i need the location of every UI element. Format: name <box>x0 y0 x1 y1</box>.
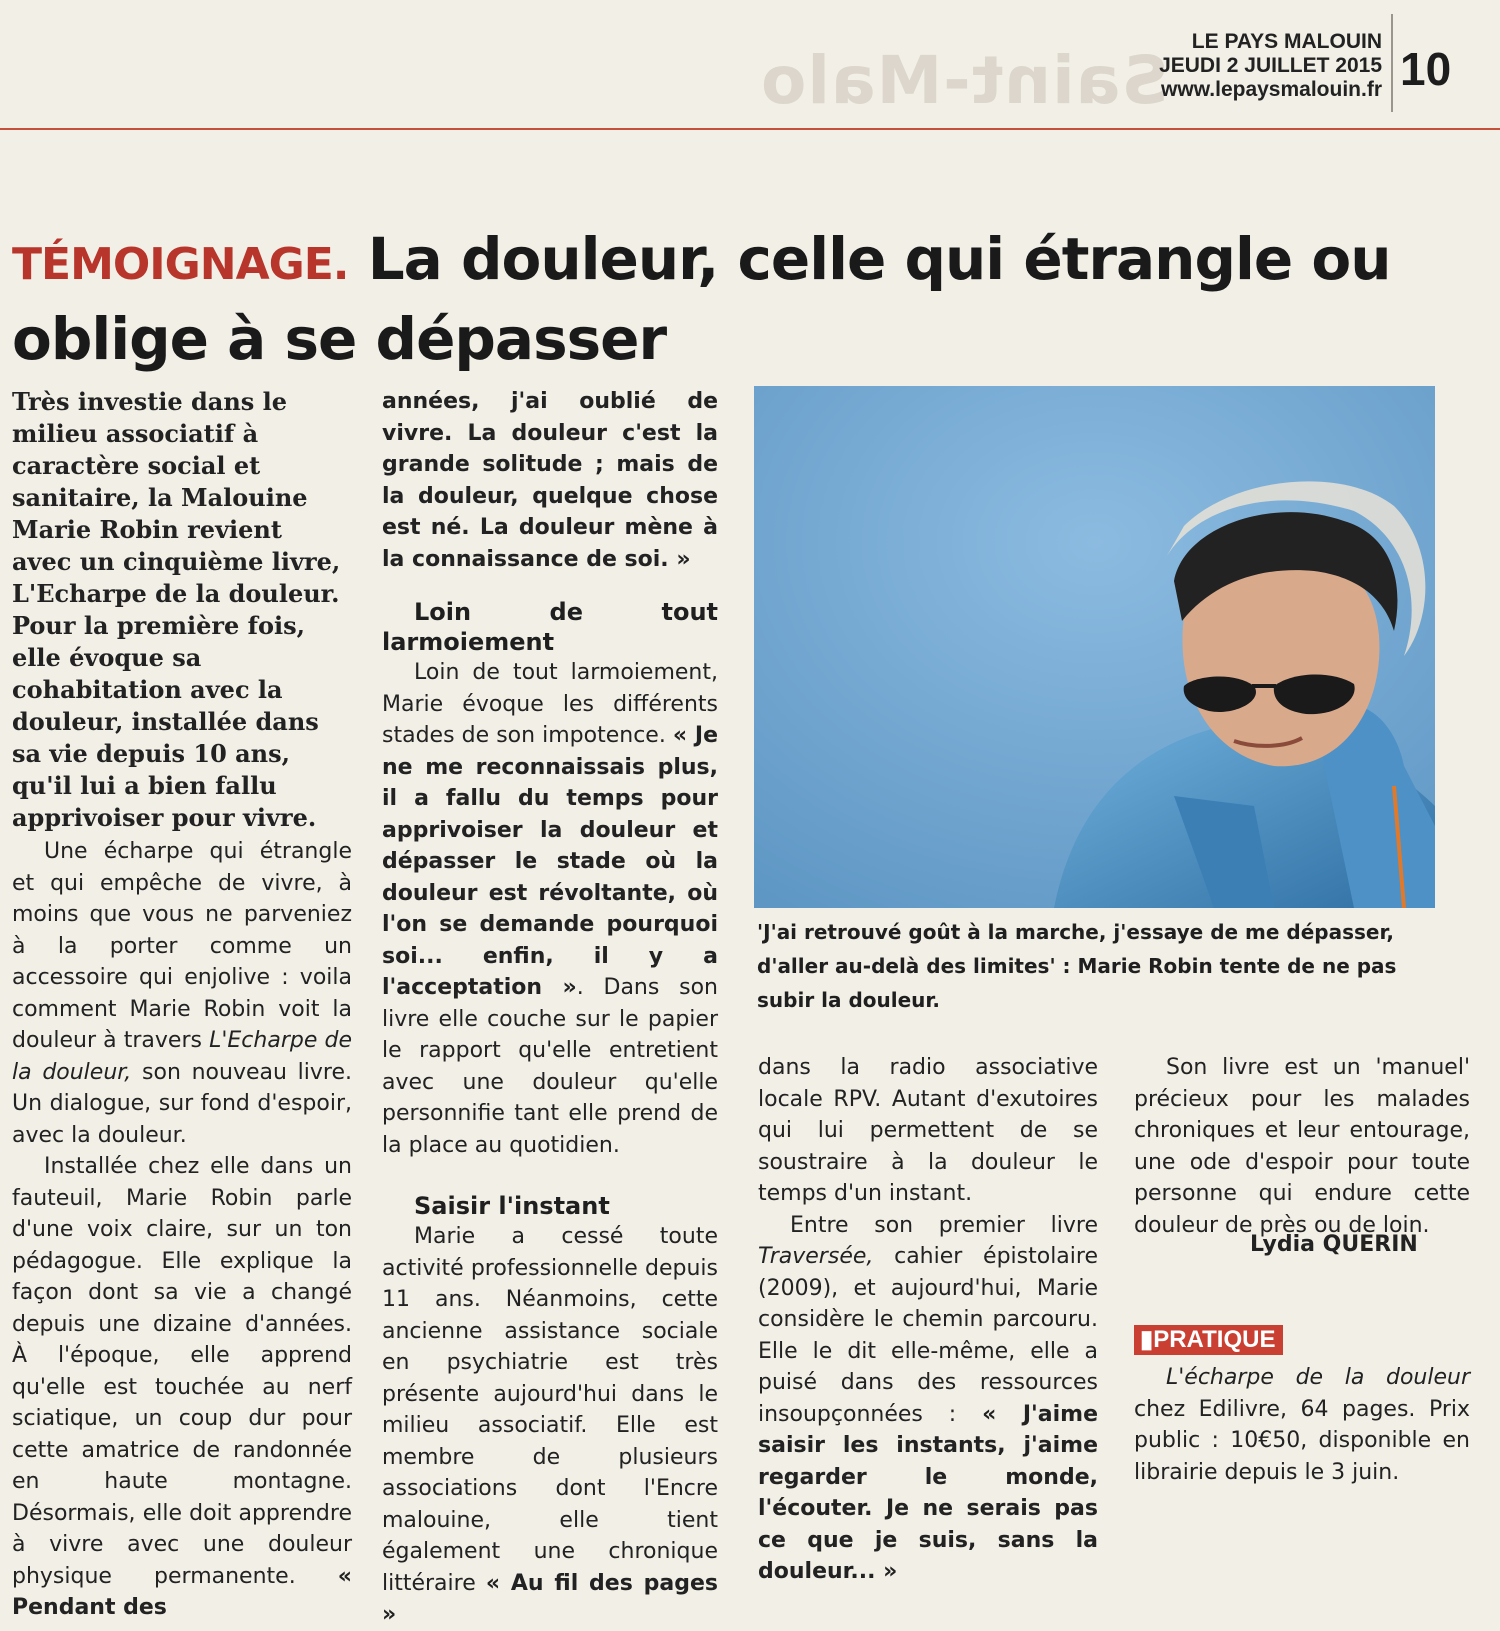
article-column-4 <box>1134 1052 1470 1241</box>
pratique-label <box>1134 1325 1283 1355</box>
header-divider <box>1391 14 1393 112</box>
paragraph <box>382 1221 718 1631</box>
text-run: son nouveau livre. Un dialogue, sur fond d'espoir, avec la douleur. <box>12 1059 352 1148</box>
paragraph <box>382 657 718 1161</box>
book-title: L'écharpe de la douleur <box>1166 1365 1470 1390</box>
article-headline <box>12 222 1472 377</box>
page-header <box>0 0 1500 130</box>
square-bullet-icon: ▮ <box>1140 1326 1154 1353</box>
paragraph <box>12 836 352 1151</box>
article-column-1 <box>12 836 352 1624</box>
paragraph: dans la radio associative locale RPV. Autant d'exutoires qui lui permettent de se soustraire à la douleur le temps d'un instant. <box>758 1055 1098 1206</box>
header-rule <box>0 128 1500 130</box>
headline-kicker: TÉMOIGNAGE. <box>12 239 349 290</box>
quote: années, j'ai oublié de vivre. La douleur c'est la grande solitude ; mais de la douleur, quelque chose est né. La douleur mène à la connaissance de soi. » <box>382 389 718 572</box>
paragraph: Son livre est un 'manuel' précieux pour les malades chroniques et leur entourage, une ode d'espoir pour toute personne qui endure cette douleur de près ou de loin. <box>1134 1055 1470 1238</box>
text-run: Marie a cessé toute activité professionnelle depuis 11 ans. Néanmoins, cette ancienne assistance sociale en psychiatrie est très présente aujourd'hui dans le milieu associatif. Elle est membre de plusieurs associations dont l'Encre malouine, elle tient également une chronique littéraire <box>382 1224 718 1596</box>
subheading: Loin de tout larmoiement <box>382 598 718 656</box>
book-title: L'Echarpe de la douleur, <box>12 1028 352 1085</box>
portrait-illustration <box>754 386 1435 908</box>
bleed-through-section-title: Saint-Malo <box>760 42 1169 119</box>
text-run: . Dans son livre elle couche sur le papier le rapport qu'elle entretient avec une douleur qu'elle personnifie tant elle prend de la place au quotidien. <box>382 975 718 1158</box>
issue-date: JEUDI 2 JUILLET 2015 <box>1159 54 1382 77</box>
text-run: chez Edilivre, 64 pages. Prix public : 10€50, disponible en librairie depuis le 3 juin. <box>1134 1396 1470 1485</box>
paragraph <box>758 1210 1098 1588</box>
masthead-info <box>1159 30 1382 102</box>
paragraph <box>12 1151 352 1624</box>
quote: « Pendant des <box>12 1563 352 1620</box>
article-column-2 <box>382 386 718 1631</box>
text-run: Loin de tout larmoiement, Marie évoque les différents stades de son impotence. <box>382 660 718 748</box>
pratique-label-text: PRATIQUE <box>1153 1326 1276 1353</box>
article-column-3 <box>758 1052 1098 1588</box>
subheading: Saisir l'instant <box>414 1192 610 1220</box>
newspaper-name: LE PAYS MALOUIN <box>1191 30 1382 53</box>
text-run: Une écharpe qui étrangle et qui empêche de vivre, à moins que vous ne parveniez à la porter comme un accessoire qui enjolive : voila comment Marie Robin voit la douleur à travers <box>12 839 352 1053</box>
pratique-info <box>1134 1362 1470 1488</box>
text-run: Entre son premier livre <box>790 1212 1098 1238</box>
headline-text: La douleur, celle qui étrangle ou oblige à se dépasser <box>12 225 1391 373</box>
quote: « Au fil des pages » <box>382 1570 718 1627</box>
quote: « J'aime saisir les instants, j'aime regarder le monde, l'écouter. Je ne serais pas ce que je suis, sans la douleur... » <box>758 1401 1098 1584</box>
paragraph <box>382 386 718 575</box>
article-lead: Très investie dans le milieu associatif à caractère social et sanitaire, la Malouine Marie Robin revient avec un cinquième livre, L'Echarpe de la douleur. Pour la première fois, elle évoque sa cohabitation avec la douleur, installée dans sa vie depuis 10 ans, qu'il lui a bien fallu apprivoiser pour vivre. <box>12 387 341 832</box>
text-run: Installée chez elle dans un fauteuil, Marie Robin parle d'une voix claire, sur un ton pédagogue. Elle explique la façon dont sa vie a changé depuis une dizaine d'années. À l'époque, elle apprend qu'elle est touchée au nerf sciatique, un coup dur pour cette amatrice de randonnée en haute montagne. Désormais, elle doit apprendre à vivre avec une douleur physique permanente. <box>12 1154 352 1589</box>
book-title: Traversée, <box>758 1244 874 1269</box>
website-url: www.lepaysmalouin.fr <box>1161 78 1382 101</box>
page-number: 10 <box>1400 43 1452 95</box>
paragraph <box>1134 1362 1470 1488</box>
portrait-photo <box>754 386 1435 908</box>
author-byline: Lydia QUERIN <box>1250 1232 1418 1257</box>
text-run: cahier épistolaire (2009), et aujourd'hui, Marie considère le chemin parcouru. Elle le dit elle-même, elle a puisé dans des ressources insoupçonnées : <box>758 1244 1098 1427</box>
photo-caption: 'J'ai retrouvé goût à la marche, j'essaye de me dépasser, d'aller au-delà des limites' : Marie Robin tente de ne pas subir la douleur. <box>757 920 1397 1012</box>
quote: « Je ne me reconnaissais plus, il a fallu du temps pour apprivoiser la douleur et dépasser le stade où la douleur est révoltante, où l'on se demande pourquoi soi... enfin, il y a l'acceptation » <box>382 723 718 1000</box>
